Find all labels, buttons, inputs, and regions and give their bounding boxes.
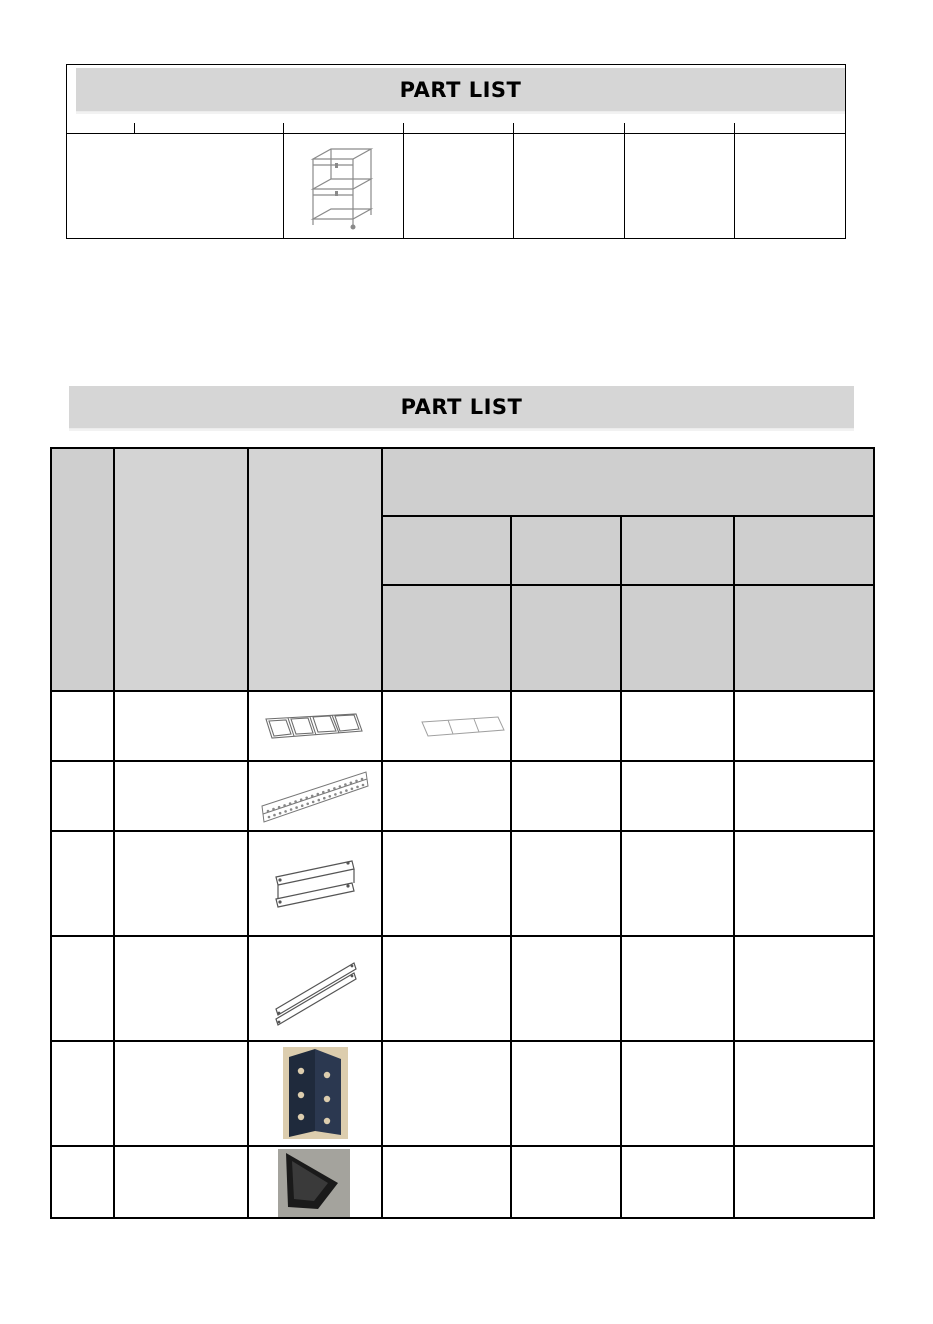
overview-col-divider [403, 123, 404, 239]
grid-line [382, 584, 875, 586]
overview-divider [67, 133, 845, 134]
grid-line [50, 935, 875, 937]
perforated-upright-icon [260, 770, 370, 826]
grid-line [382, 515, 875, 517]
shelf-panel-3-icon [420, 714, 506, 738]
grid-line [620, 515, 622, 1219]
detail-title: PART LIST [400, 395, 523, 419]
short-beam-icon [272, 955, 362, 1029]
overview-col-divider [513, 123, 514, 239]
grid-line [50, 1145, 875, 1147]
header-fill-name [114, 447, 248, 691]
parts-detail-table [50, 447, 875, 1219]
shelf-panel-4-icon [264, 711, 364, 741]
grid-line [50, 447, 875, 449]
overview-col-divider [624, 123, 625, 239]
corner-cap-photo [278, 1149, 350, 1217]
grid-line [381, 447, 383, 1219]
overview-title-banner [76, 68, 845, 111]
corner-bracket-photo [283, 1047, 348, 1139]
overview-col-divider [283, 123, 284, 239]
grid-line [113, 447, 115, 1219]
overview-title: PART LIST [399, 77, 522, 102]
grid-line [50, 1217, 875, 1219]
grid-line [733, 515, 735, 1219]
grid-line [873, 447, 875, 1219]
detail-title-banner [69, 386, 854, 428]
header-fill-image [248, 447, 382, 691]
assembled-shelf-icon [305, 145, 380, 235]
grid-line [50, 1040, 875, 1042]
grid-line [50, 690, 875, 692]
grid-line [50, 830, 875, 832]
grid-line [510, 515, 512, 1219]
long-beam-icon [272, 847, 362, 919]
grid-line [50, 760, 875, 762]
overview-table [66, 64, 846, 239]
grid-line [50, 447, 52, 1219]
overview-col-divider [734, 123, 735, 239]
grid-line [247, 447, 249, 1219]
overview-tick [134, 123, 135, 133]
